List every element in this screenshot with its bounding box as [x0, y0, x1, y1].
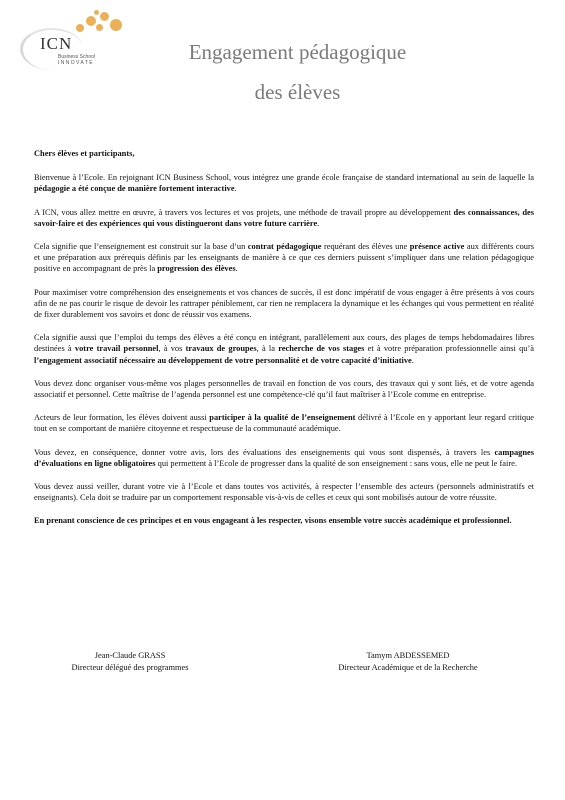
greeting: Chers élèves et participants, [34, 149, 135, 158]
page-title-line2: des élèves [254, 80, 341, 104]
logo-dots-graphic [72, 10, 130, 40]
emphasis-text: recherche de vos stages [278, 344, 365, 354]
emphasis-text: des connaissances, des savoir-faire et des expériences qui vous distingueront dans votre future carrière [34, 207, 534, 228]
emphasis-text: contrat pédagogique [247, 242, 322, 252]
body-text: Cela signifie que l’enseignement est construit sur la base d’un [34, 242, 248, 252]
logo-subtitle-line1: Business School [58, 54, 95, 60]
body-text: . [234, 184, 237, 194]
body-text: Bienvenue à l’Ecole. En rejoignant ICN Business School, vous intégrez une grande école française de standard international au sein de laquelle la [34, 173, 534, 183]
body-text: délivré à l’Ecole en y apportant leur regard critique tout en se comportant de manière citoyenne et respectueuse de la communauté académique. [34, 413, 534, 434]
signatory-name-right: Tamym ABDESSEMED [366, 651, 450, 660]
emphasis-text: l’engagement associatif nécessaire au développement de votre personnalité et de votre capacité d’initiative [34, 355, 412, 365]
emphasis-text: campagnes d’évaluations en ligne obligatoires [34, 447, 534, 468]
signature-right [328, 650, 488, 674]
emphasis-text: votre travail personnel [74, 344, 159, 354]
signatory-role-left: Directeur délégué des programmes [71, 663, 189, 672]
emphasis-text: travaux de groupes [185, 344, 257, 354]
logo-name: ICN [40, 34, 73, 53]
body-text: , à la [256, 344, 279, 354]
emphasis-text: En prenant conscience de ces principes et en vous engageant à les respecter, visons ensemble votre succès académique et professionnel. [34, 516, 512, 526]
body-text: A ICN, vous allez mettre en œuvre, à travers vos lectures et vos projets, une méthode de travail propre au développement [34, 207, 454, 217]
paragraph-organisation [34, 378, 534, 400]
body-text: , à vos [158, 344, 186, 354]
emphasis-text: progression des élèves [157, 264, 236, 274]
body-text: . [235, 264, 238, 274]
emphasis-text: présence active [409, 242, 465, 252]
logo-subtitle-line2: I N N O V A T E [58, 60, 93, 66]
signatory-role-right: Directeur Académique et de la Recherche [338, 663, 478, 672]
page-title-line1: Engagement pédagogique [188, 40, 407, 64]
paragraph-method [34, 207, 534, 229]
body-text: Pour maximiser votre compréhension des enseignements et vos chances de succès, il est donc impératif de vous engager à être présents à vos cours afin de ne pas courir le risque de devoir les rattraper péniblement, car rien ne remplacera la dynamique et les échanges qui vous permettent en réalité de fixer durablement vos savoirs et donc de réussir vos examens. [34, 287, 534, 320]
paragraph-contract [34, 241, 534, 275]
body-text: et à votre préparation professionnelle ainsi qu’à [364, 344, 534, 354]
paragraph-schedule [34, 332, 534, 366]
emphasis-text: participer à la qualité de l’enseignement [209, 413, 356, 423]
letter-body [34, 148, 534, 539]
body-text: . [411, 355, 414, 365]
body-text: . [317, 218, 320, 228]
body-text: Cela signifie aussi que l’emploi du temps des élèves a été conçu en intégrant, parallèlement aux cours, des plages de temps hebdomadaires libres destinées à [34, 333, 534, 354]
body-text: Acteurs de leur formation, les élèves doivent aussi [34, 413, 210, 423]
paragraph-attendance [34, 287, 534, 321]
paragraph-evaluations [34, 447, 534, 469]
paragraph-respect [34, 481, 534, 503]
body-text: Vous devez aussi veiller, durant votre vie à l’Ecole et dans toutes vos activités, à respecter l’ensemble des acteurs (personnels administratifs et enseignants). Cela doit se traduire par un comportement responsable vis-à-vis de celles et ceux qui sont mobilisés autour de votre réussite. [34, 482, 534, 503]
body-text: requérant des élèves une [321, 242, 410, 252]
body-text: Vous devez, en conséquence, donner votre avis, lors des évaluations des enseignements qui vous sont dispensés, à travers les [34, 447, 495, 457]
paragraph-welcome [34, 172, 534, 194]
emphasis-text: pédagogie a été conçue de manière fortement interactive [34, 184, 235, 194]
body-text: Vous devez donc organiser vous-même vos plages personnelles de travail en fonction de vos cours, des travaux qui y sont liés, et de votre agenda associatif et personnel. Cette maîtrise de l’agenda personnel est une compétence-clé qu’il faut maîtriser à l’Ecole comme en entreprise. [34, 378, 534, 400]
paragraph-closing [34, 515, 534, 526]
signatory-name-left: Jean-Claude GRASS [94, 651, 166, 660]
body-text: aux différents cours et une préparation aux prérequis définis par les enseignants de manière à ce que ces derniers puissent s’impliquer dans une relation pédagogique positive en accompagnant de près la [34, 242, 535, 274]
signature-left [55, 650, 205, 674]
paragraph-quality [34, 412, 534, 434]
body-text: qui permettent à l’Ecole de progresser dans la qualité de son enseignement : sans vous, elle ne peut le faire. [155, 458, 517, 468]
